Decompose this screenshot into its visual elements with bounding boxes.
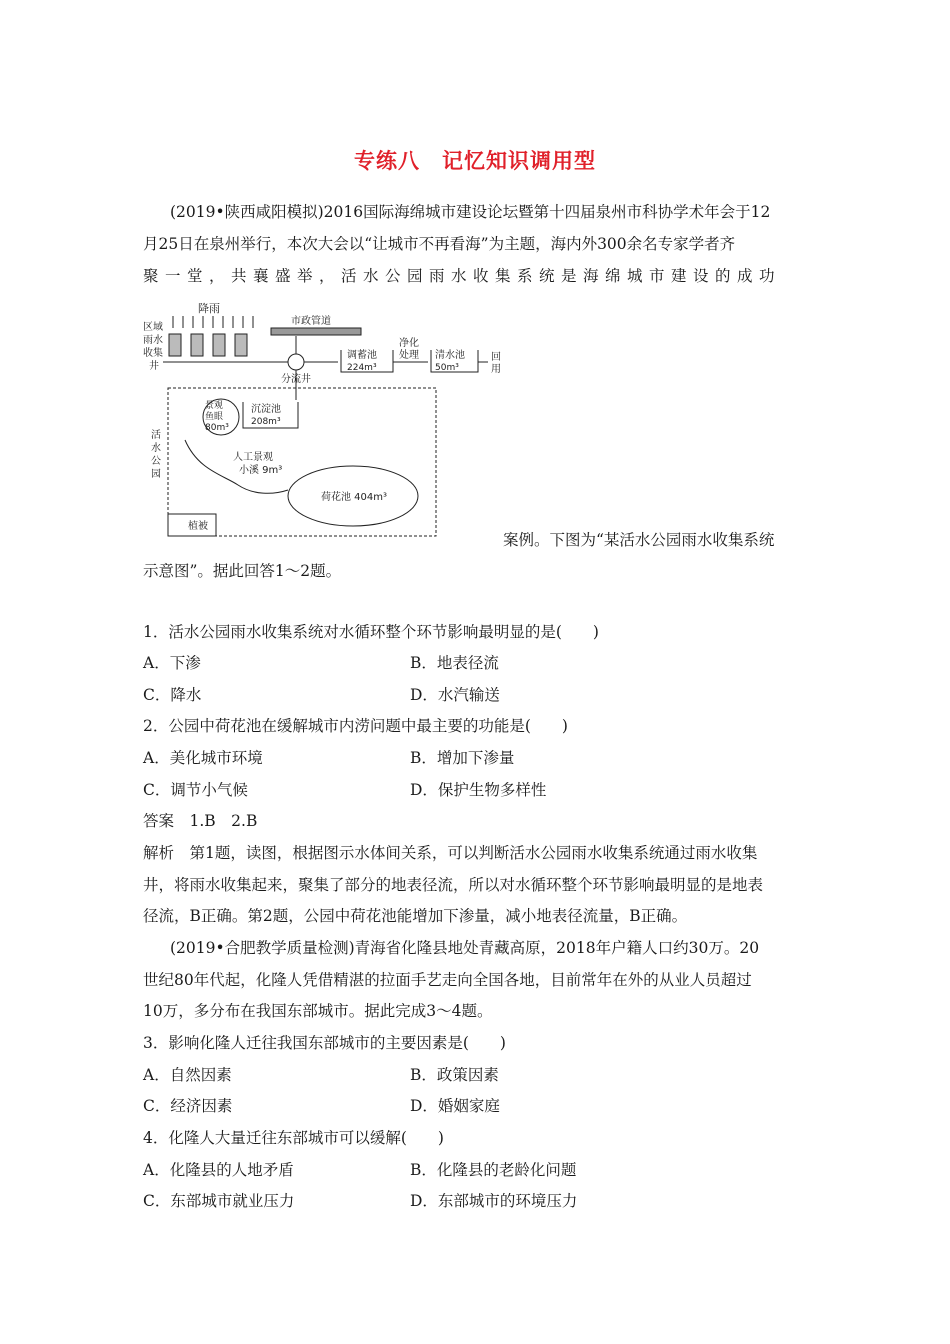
intro2-line1: (2019•合肥教学质量检测)青海省化隆县地处青藏高原，2018年户籍人口约30万。20 <box>170 939 760 957</box>
park-label-1: 活 <box>151 430 161 441</box>
q1-option-b: B．地表径流 <box>410 654 499 672</box>
q4-stem: 4．化隆人大量迁往东部城市可以缓解( ) <box>143 1129 444 1147</box>
collect-label-3: 收集 <box>143 348 163 359</box>
q3-option-a: A．自然因素 <box>143 1066 232 1084</box>
answer: 答案 1.B 2.B <box>143 812 258 830</box>
q1-option-c: C．降水 <box>143 686 202 704</box>
intro1-line1: (2019•陕西咸阳模拟)2016国际海绵城市建设论坛暨第十四届泉州市科协学术年会于12 <box>170 203 771 221</box>
q4-option-a: A．化隆县的人地矛盾 <box>143 1161 294 1179</box>
reuse-label-1: 回 <box>491 352 501 363</box>
vegetation-label: 植被 <box>188 521 208 532</box>
stream-label-1: 人工景观 <box>233 452 273 463</box>
q3-stem: 3．影响化隆人迁往我国东部城市的主要因素是( ) <box>143 1034 506 1052</box>
stream-label-2: 小溪 9m³ <box>239 465 283 476</box>
q4-option-d: D．东部城市的环境压力 <box>410 1192 578 1210</box>
storage-label: 调蓄池 <box>347 350 377 361</box>
rainwater-system-diagram <box>143 300 523 540</box>
collect-label-2: 雨水 <box>143 335 163 346</box>
park-label-3: 公 <box>151 456 161 467</box>
analysis-line3: 径流，B正确。第2题，公园中荷花池能增加下渗量，减小地表径流量，B正确。 <box>143 907 688 925</box>
q1-option-a: A．下渗 <box>143 654 201 672</box>
analysis-line2: 井，将雨水收集起来，聚集了部分的地表径流，所以对水循环整个环节影响最明显的是地表 <box>143 876 764 894</box>
q2-option-b: B．增加下渗量 <box>410 749 515 767</box>
clear-pool-volume: 50m³ <box>435 363 459 373</box>
collect-label-1: 区域 <box>143 322 163 333</box>
q3-option-d: D．婚姻家庭 <box>410 1097 500 1115</box>
analysis-line1: 解析 第1题，读图，根据图示水体间关系，可以判断活水公园雨水收集系统通过雨水收集 <box>143 844 758 862</box>
q2-option-a: A．美化城市环境 <box>143 749 263 767</box>
q4-option-b: B．化隆县的老龄化问题 <box>410 1161 577 1179</box>
fish-eye-volume: 80m³ <box>205 423 229 433</box>
intro1-line2: 月25日在泉州举行，本次大会以“让城市不再看海”为主题，海内外300余名专家学者齐 <box>143 235 736 253</box>
split-well-label: 分流井 <box>281 374 311 385</box>
intro1-line3: 聚一堂，共襄盛举，活水公园雨水收集系统是海绵城市建设的成功 <box>143 267 782 285</box>
fish-eye-label-1: 景观 <box>205 401 224 411</box>
purify-label-1: 净化 <box>399 338 419 349</box>
q1-stem: 1．活水公园雨水收集系统对水循环整个环节影响最明显的是( ) <box>143 623 599 641</box>
q1-option-d: D．水汽输送 <box>410 686 500 704</box>
intro1-line5: 示意图”。据此回答1～2题。 <box>143 562 342 580</box>
lotus-pond-label: 荷花池 404m³ <box>321 492 388 503</box>
q3-option-b: B．政策因素 <box>410 1066 499 1084</box>
q4-option-c: C．东部城市就业压力 <box>143 1192 295 1210</box>
q2-stem: 2．公园中荷花池在缓解城市内涝问题中最主要的功能是( ) <box>143 717 568 735</box>
settle-pool-label: 沉淀池 <box>251 404 281 415</box>
municipal-label: 市政管道 <box>291 316 331 327</box>
clear-pool-label: 清水池 <box>435 350 465 361</box>
storage-volume: 224m³ <box>347 363 377 373</box>
q3-option-c: C．经济因素 <box>143 1097 233 1115</box>
q2-option-d: D．保护生物多样性 <box>410 781 547 799</box>
q2-option-c: C．调节小气候 <box>143 781 248 799</box>
park-label-2: 水 <box>151 443 161 454</box>
reuse-label-2: 用 <box>491 364 501 375</box>
page-title: 专练八 记忆知识调用型 <box>354 149 596 173</box>
intro2-line3: 10万，多分布在我国东部城市。据此完成3～4题。 <box>143 1002 493 1020</box>
intro2-line2: 世纪80年代起，化隆人凭借精湛的拉面手艺走向全国各地，目前常年在外的从业人员超过 <box>143 971 752 989</box>
intro1-line4: 案例。下图为“某活水公园雨水收集系统 <box>503 531 775 549</box>
park-label-4: 园 <box>151 469 161 480</box>
purify-label-2: 处理 <box>399 350 419 361</box>
rain-label: 降雨 <box>198 302 220 315</box>
fish-eye-label-2: 鱼眼 <box>205 412 224 422</box>
collect-label-4: 井 <box>149 361 159 372</box>
settle-pool-volume: 208m³ <box>251 417 281 427</box>
